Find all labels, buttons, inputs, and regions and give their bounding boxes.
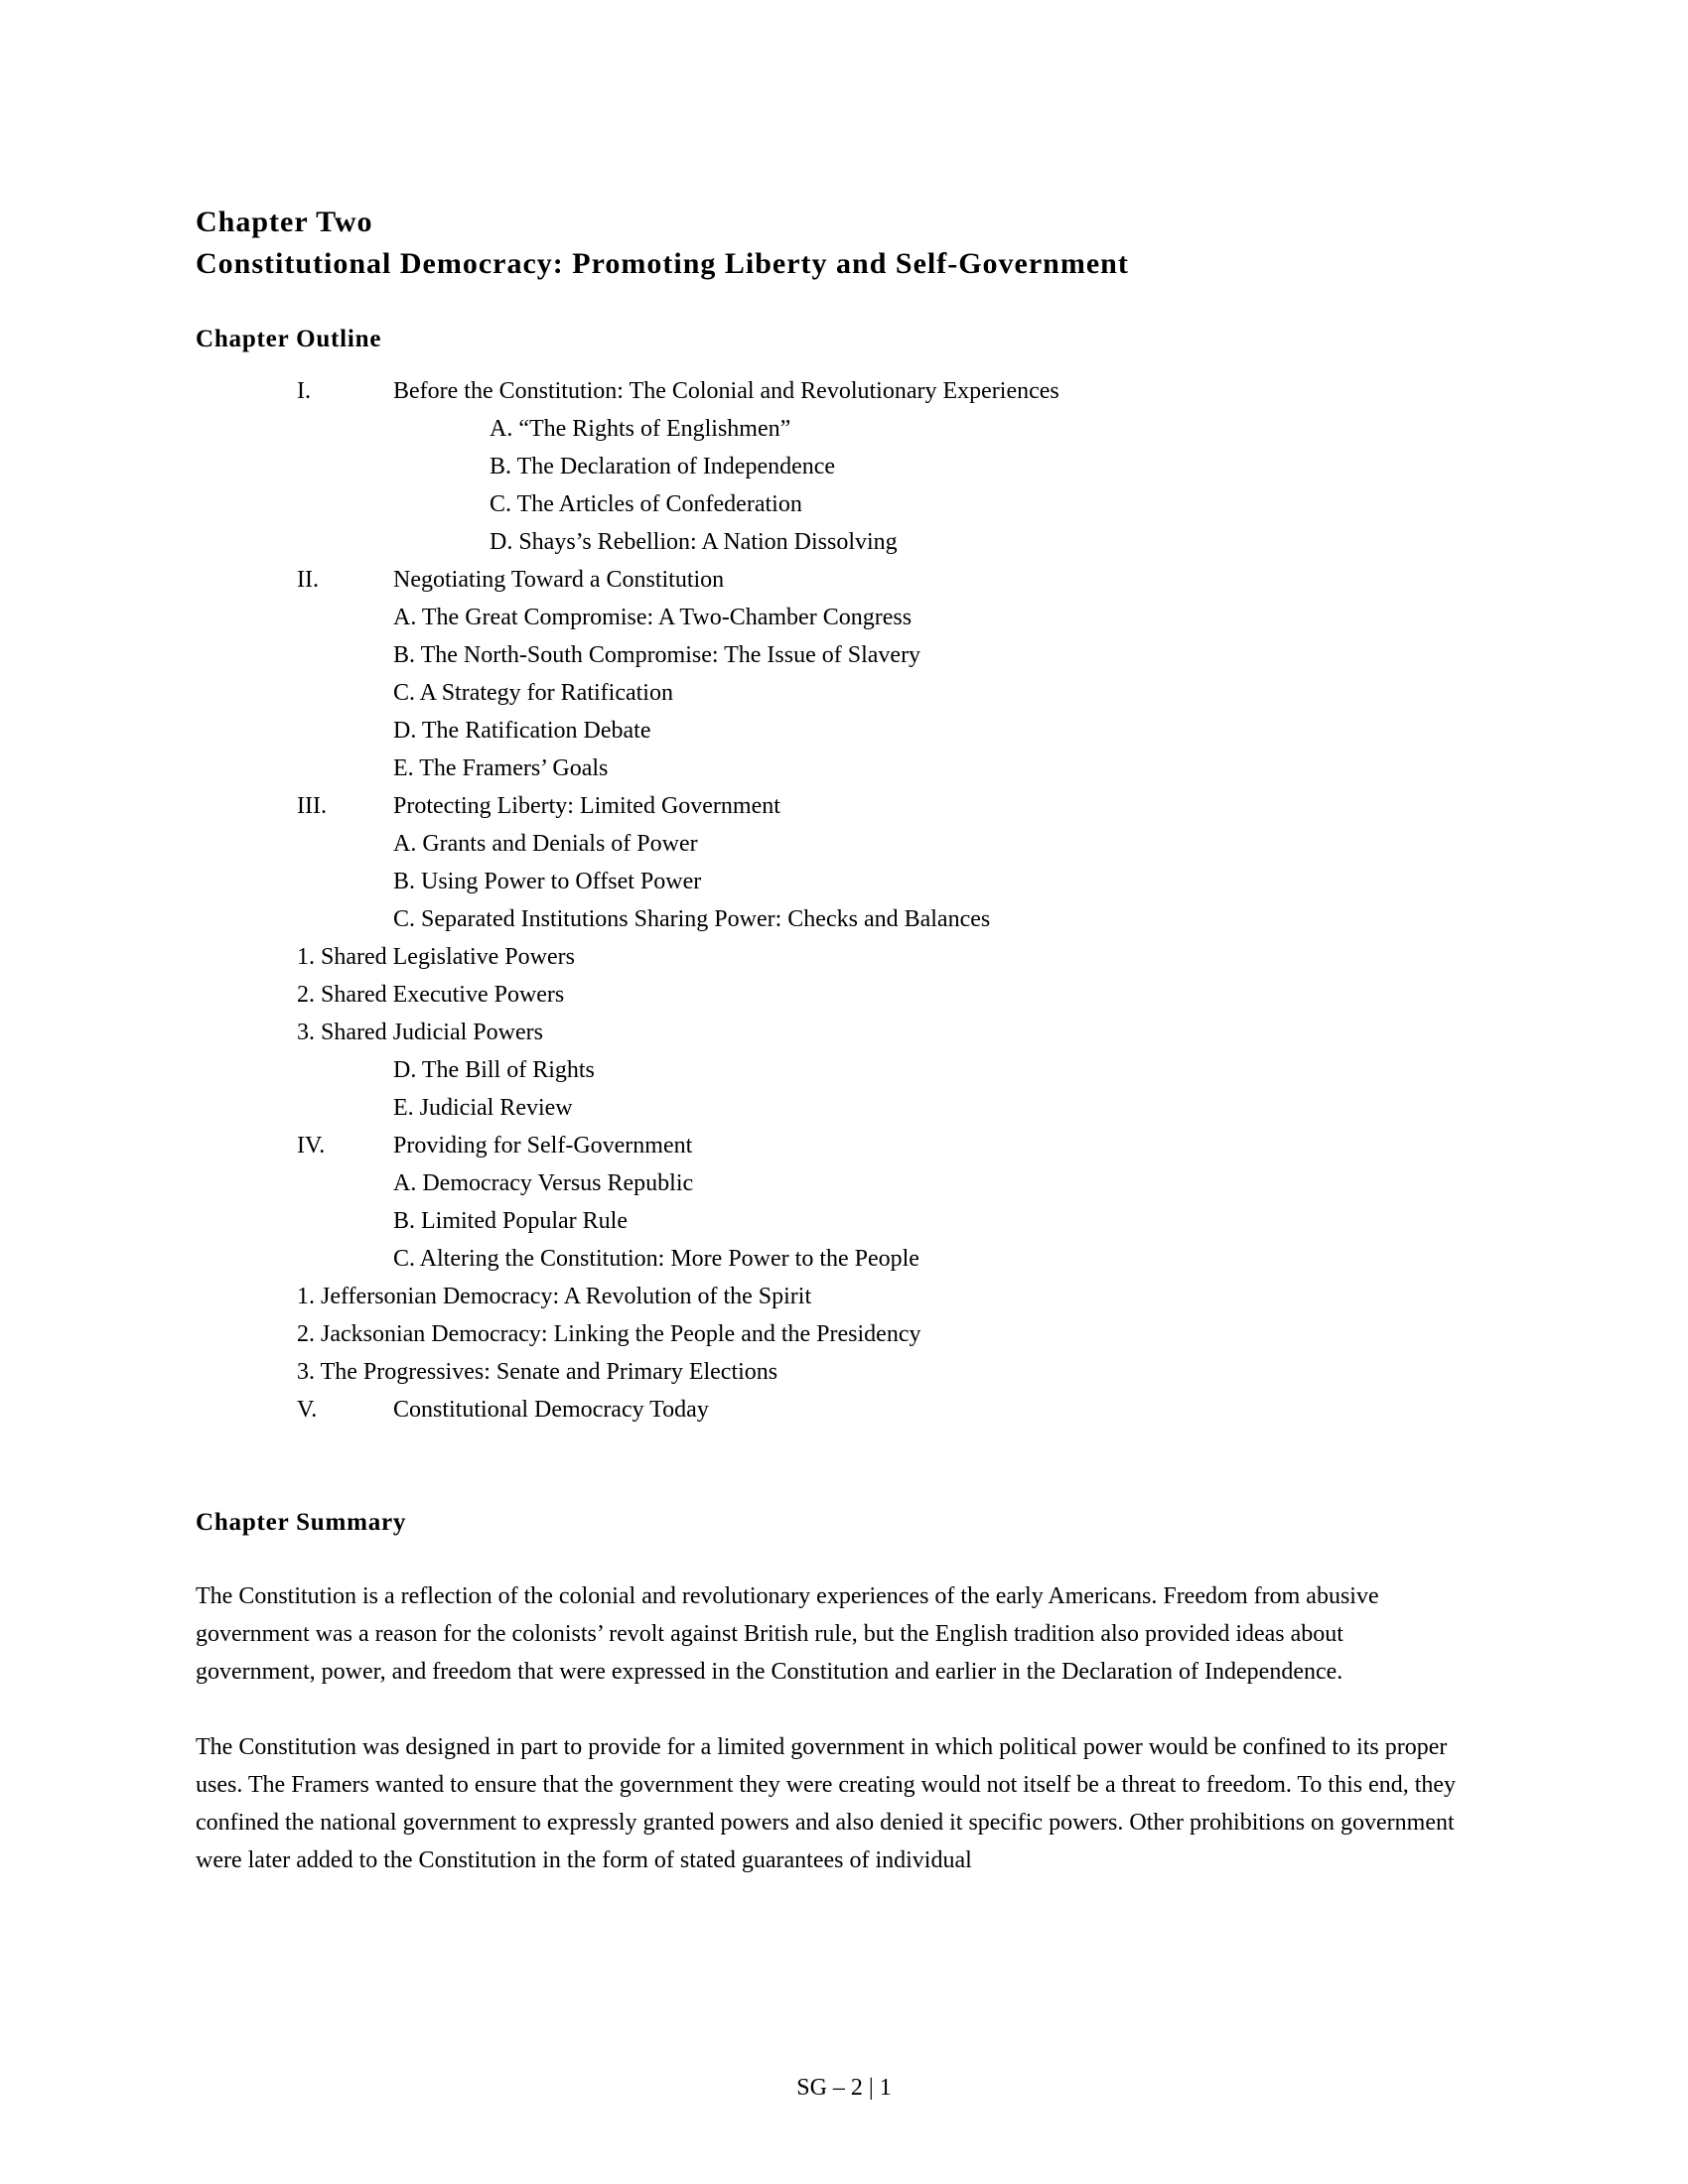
summary-paragraph-1: The Constitution is a reflection of the colonial and revolutionary experiences of the early Americans. Freedom from abusive government was a reason for the colonists’ revolt against British rule, but the English tradition also provided ideas about government, power, and freedom that were expressed in the Constitution and earlier in the Declaration of Independence. [196,1583,1379,1685]
outline-item-numeral: III. [297,793,327,819]
outline-item: 1. Shared Legislative Powers [297,944,575,970]
outline-item: B. Using Power to Offset Power [393,869,702,894]
outline-item: B. The Declaration of Independence [490,454,836,479]
outline-item: 2. Jacksonian Democracy: Linking the People and the Presidency [297,1321,921,1347]
outline-item-text: Negotiating Toward a Constitution [393,567,725,593]
outline-item: 3. Shared Judicial Powers [297,1020,543,1045]
chapter-title-line2: Constitutional Democracy: Promoting Liberty and Self-Government [196,247,1129,280]
outline-item: 1. Jeffersonian Democracy: A Revolution of the Spirit [297,1284,812,1309]
outline-item: C. Separated Institutions Sharing Power: Checks and Balances [393,906,991,932]
outline-item: E. The Framers’ Goals [393,755,609,781]
outline-item [196,372,1462,410]
outline-item-numeral: V. [297,1397,318,1423]
chapter-summary-heading: Chapter Summary [196,1509,407,1536]
outline-item [196,1127,1462,1164]
outline-item [196,561,1462,599]
outline-item-numeral: II. [297,567,319,593]
outline-item: D. The Bill of Rights [393,1057,595,1083]
outline-item: B. Limited Popular Rule [393,1208,628,1234]
outline-item: A. “The Rights of Englishmen” [490,416,791,442]
outline-item: A. Democracy Versus Republic [393,1170,694,1196]
outline-item: C. A Strategy for Ratification [393,680,673,706]
outline-item: D. The Ratification Debate [393,718,651,744]
outline-item: A. Grants and Denials of Power [393,831,698,857]
outline-item: C. The Articles of Confederation [490,491,802,517]
outline-item-numeral: I. [297,378,311,404]
outline-item: 2. Shared Executive Powers [297,982,565,1008]
chapter-outline-list [196,372,1462,1429]
outline-item-text: Before the Constitution: The Colonial and Revolutionary Experiences [393,378,1059,404]
outline-item: C. Altering the Constitution: More Power to the People [393,1246,919,1272]
outline-item-numeral: IV. [297,1133,326,1159]
outline-item [196,787,1462,825]
outline-item-text: Protecting Liberty: Limited Government [393,793,780,819]
page-number-footer: SG – 2 | 1 [796,2075,892,2101]
outline-item-text: Constitutional Democracy Today [393,1397,709,1423]
outline-item: D. Shays’s Rebellion: A Nation Dissolving [490,529,898,555]
outline-item [196,1391,1462,1429]
summary-paragraph-2: The Constitution was designed in part to provide for a limited government in which political power would be confined to its proper uses. The Framers wanted to ensure that the government they were creating would not itself be a threat to freedom. To this end, they confined the national government to expressly granted powers and also denied it specific powers. Other prohibitions on government were later added to the Constitution in the form of stated guarantees of individual [196,1734,1457,1873]
chapter-title-line1: Chapter Two [196,205,373,238]
outline-item: A. The Great Compromise: A Two-Chamber Congress [393,605,913,630]
outline-item-text: Providing for Self-Government [393,1133,693,1159]
outline-item: 3. The Progressives: Senate and Primary Elections [297,1359,778,1385]
outline-item: E. Judicial Review [393,1095,573,1121]
chapter-outline-heading: Chapter Outline [196,326,382,352]
outline-item: B. The North-South Compromise: The Issue of Slavery [393,642,921,668]
